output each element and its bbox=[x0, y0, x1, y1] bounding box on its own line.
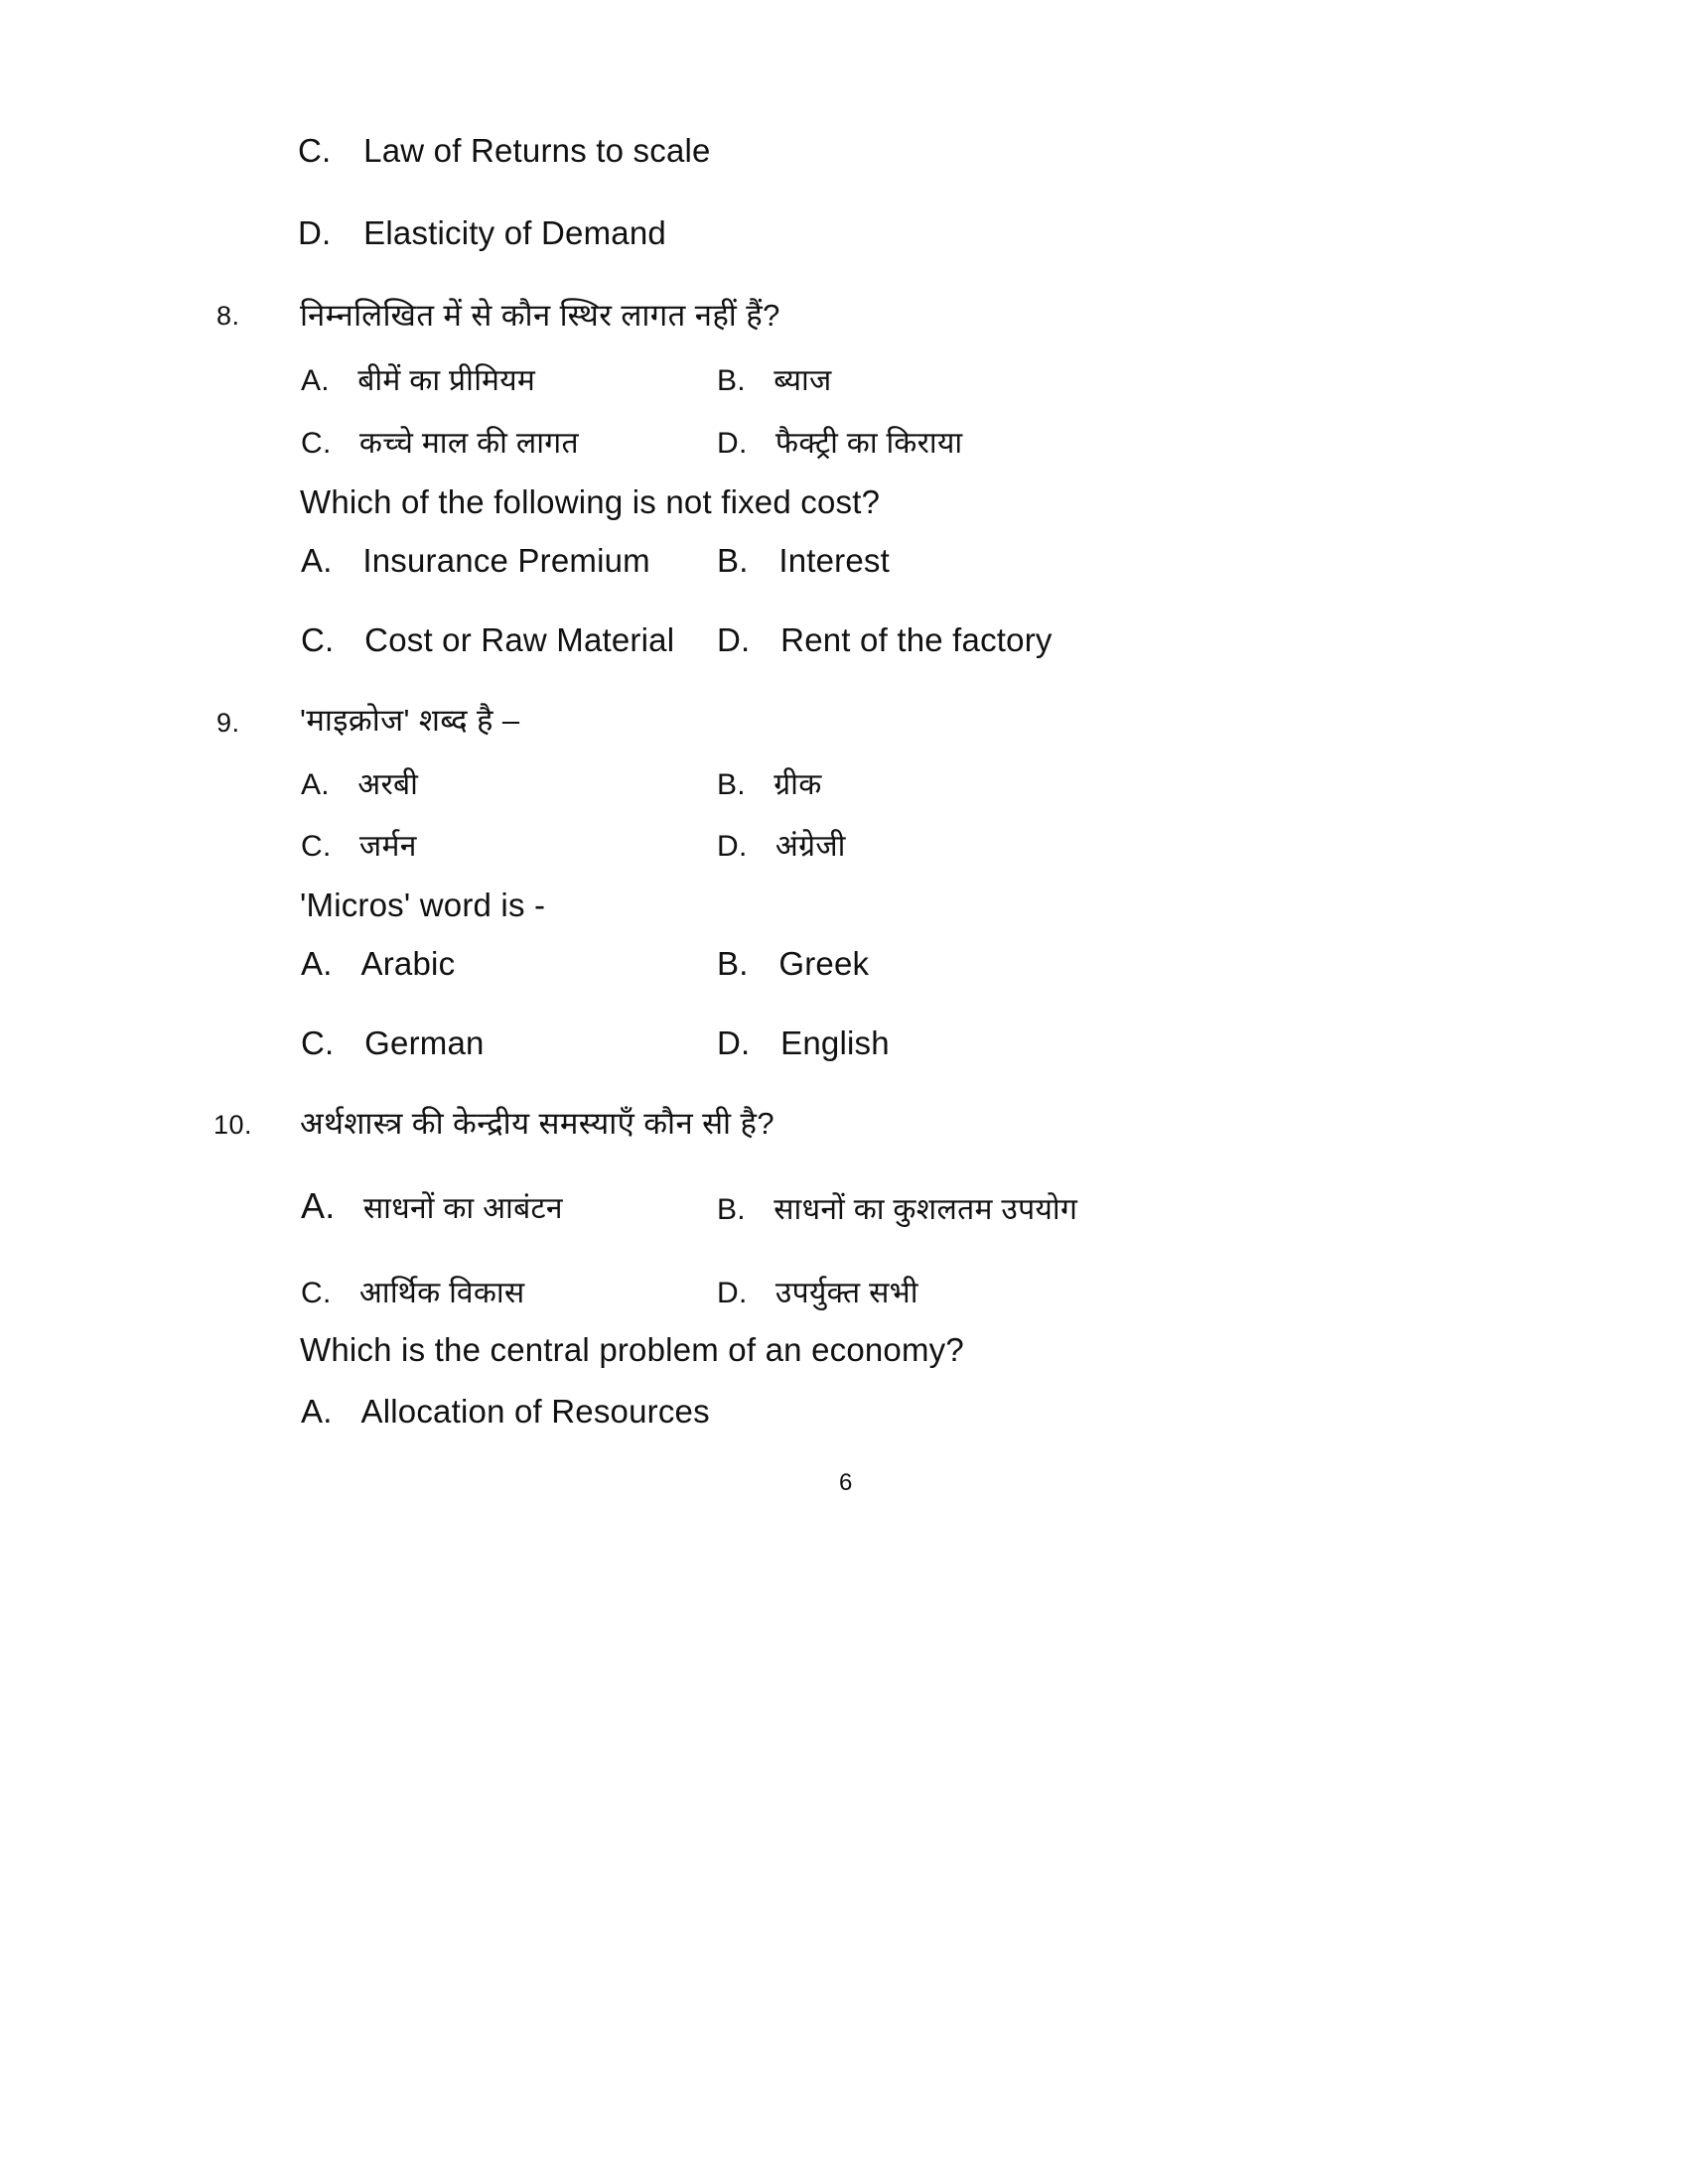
question-8-english-option-b bbox=[717, 542, 890, 580]
option-label: D. bbox=[298, 214, 332, 251]
option-text: आर्थिक विकास bbox=[358, 1277, 525, 1309]
option-text: कच्चे माल की लागत bbox=[358, 427, 579, 460]
option-label: B. bbox=[717, 768, 746, 801]
question-9-hindi-option-b bbox=[717, 762, 822, 803]
option-text: अंग्रेजी bbox=[774, 830, 846, 863]
option-label: D. bbox=[717, 1024, 751, 1061]
option-label: D. bbox=[717, 621, 751, 658]
option-label: D. bbox=[717, 427, 748, 460]
question-8-english-option-c bbox=[301, 621, 674, 659]
question-10-english-option-a bbox=[301, 1393, 710, 1431]
question-10-hindi-option-b bbox=[717, 1187, 1077, 1228]
question-8-english-text: Which of the following is not fixed cost? bbox=[300, 483, 881, 520]
option-label: C. bbox=[301, 427, 332, 460]
option-label: A. bbox=[301, 542, 333, 579]
option-label: C. bbox=[301, 1277, 332, 1309]
page-number: 6 bbox=[839, 1469, 853, 1496]
question-9-english-option-d bbox=[717, 1024, 890, 1062]
question-8-english-option-a bbox=[301, 542, 650, 580]
option-label: B. bbox=[717, 542, 749, 579]
option-text: अरबी bbox=[357, 768, 419, 801]
option-label: B. bbox=[717, 945, 749, 982]
question-8-hindi-option-b bbox=[717, 358, 832, 399]
option-text: Elasticity of Demand bbox=[363, 214, 666, 251]
option-text: German bbox=[364, 1024, 485, 1061]
option-label: A. bbox=[301, 945, 333, 982]
option-text: Law of Returns to scale bbox=[363, 132, 711, 169]
question-9-english-option-a bbox=[301, 945, 455, 983]
option-label: D. bbox=[717, 830, 748, 863]
option-label: C. bbox=[301, 621, 335, 658]
question-8-hindi-option-d bbox=[717, 421, 962, 462]
question-number-9: 9. bbox=[216, 708, 240, 738]
question-number-10: 10. bbox=[213, 1110, 253, 1140]
question-10-hindi-text: अर्थशास्त्र की केन्द्रीय समस्याएँ कौन सी है? bbox=[300, 1106, 774, 1141]
question-9-hindi-text: 'माइक्रोज' शब्द है – bbox=[300, 703, 520, 738]
option-text: फैक्ट्री का किराया bbox=[774, 427, 963, 460]
option-text: Arabic bbox=[360, 945, 456, 982]
question-8-hindi-option-c bbox=[301, 421, 579, 462]
option-text: साधनों का आबंटन bbox=[362, 1192, 563, 1225]
question-10-hindi-option-a bbox=[301, 1185, 563, 1227]
option-label: D. bbox=[717, 1277, 748, 1309]
option-label: C. bbox=[301, 830, 332, 863]
option-text: जर्मन bbox=[358, 830, 417, 863]
option-text: Allocation of Resources bbox=[360, 1393, 710, 1430]
question-8-hindi-text: निम्नलिखित में से कौन स्थिर लागत नहीं हैं? bbox=[300, 298, 780, 333]
question-8-english-option-d bbox=[717, 621, 1053, 659]
option-text: ब्याज bbox=[774, 364, 832, 397]
question-9-hindi-option-d bbox=[717, 824, 846, 865]
option-text: Greek bbox=[778, 945, 870, 982]
option-label: C. bbox=[301, 1024, 335, 1061]
option-text: Rent of the factory bbox=[780, 621, 1053, 658]
carryover-option-d bbox=[298, 214, 666, 252]
option-text: बीमें का प्रीमियम bbox=[357, 364, 536, 397]
question-number-8: 8. bbox=[216, 301, 240, 331]
carryover-option-c bbox=[298, 132, 711, 170]
option-label: A. bbox=[301, 1185, 336, 1226]
option-text: Cost or Raw Material bbox=[364, 621, 675, 658]
option-text: Interest bbox=[778, 542, 890, 579]
option-label: B. bbox=[717, 364, 746, 397]
question-9-english-option-c bbox=[301, 1024, 485, 1062]
option-text: English bbox=[780, 1024, 890, 1061]
option-label: A. bbox=[301, 768, 330, 801]
option-text: साधनों का कुशलतम उपयोग bbox=[774, 1193, 1078, 1226]
question-9-english-option-b bbox=[717, 945, 869, 983]
question-9-hindi-option-c bbox=[301, 824, 417, 865]
question-10-hindi-option-d bbox=[717, 1271, 918, 1311]
option-text: Insurance Premium bbox=[362, 542, 650, 579]
question-9-english-text: 'Micros' word is - bbox=[300, 887, 546, 923]
option-text: ग्रीक bbox=[774, 768, 822, 801]
question-9-hindi-option-a bbox=[301, 762, 418, 803]
question-8-hindi-option-a bbox=[301, 358, 535, 399]
option-text: उपर्युक्त सभी bbox=[774, 1277, 918, 1309]
option-label: B. bbox=[717, 1193, 746, 1226]
question-10-hindi-option-c bbox=[301, 1271, 525, 1311]
question-10-english-text: Which is the central problem of an economy? bbox=[300, 1331, 964, 1368]
option-label: C. bbox=[298, 132, 332, 169]
option-label: A. bbox=[301, 1393, 333, 1430]
option-label: A. bbox=[301, 364, 330, 397]
